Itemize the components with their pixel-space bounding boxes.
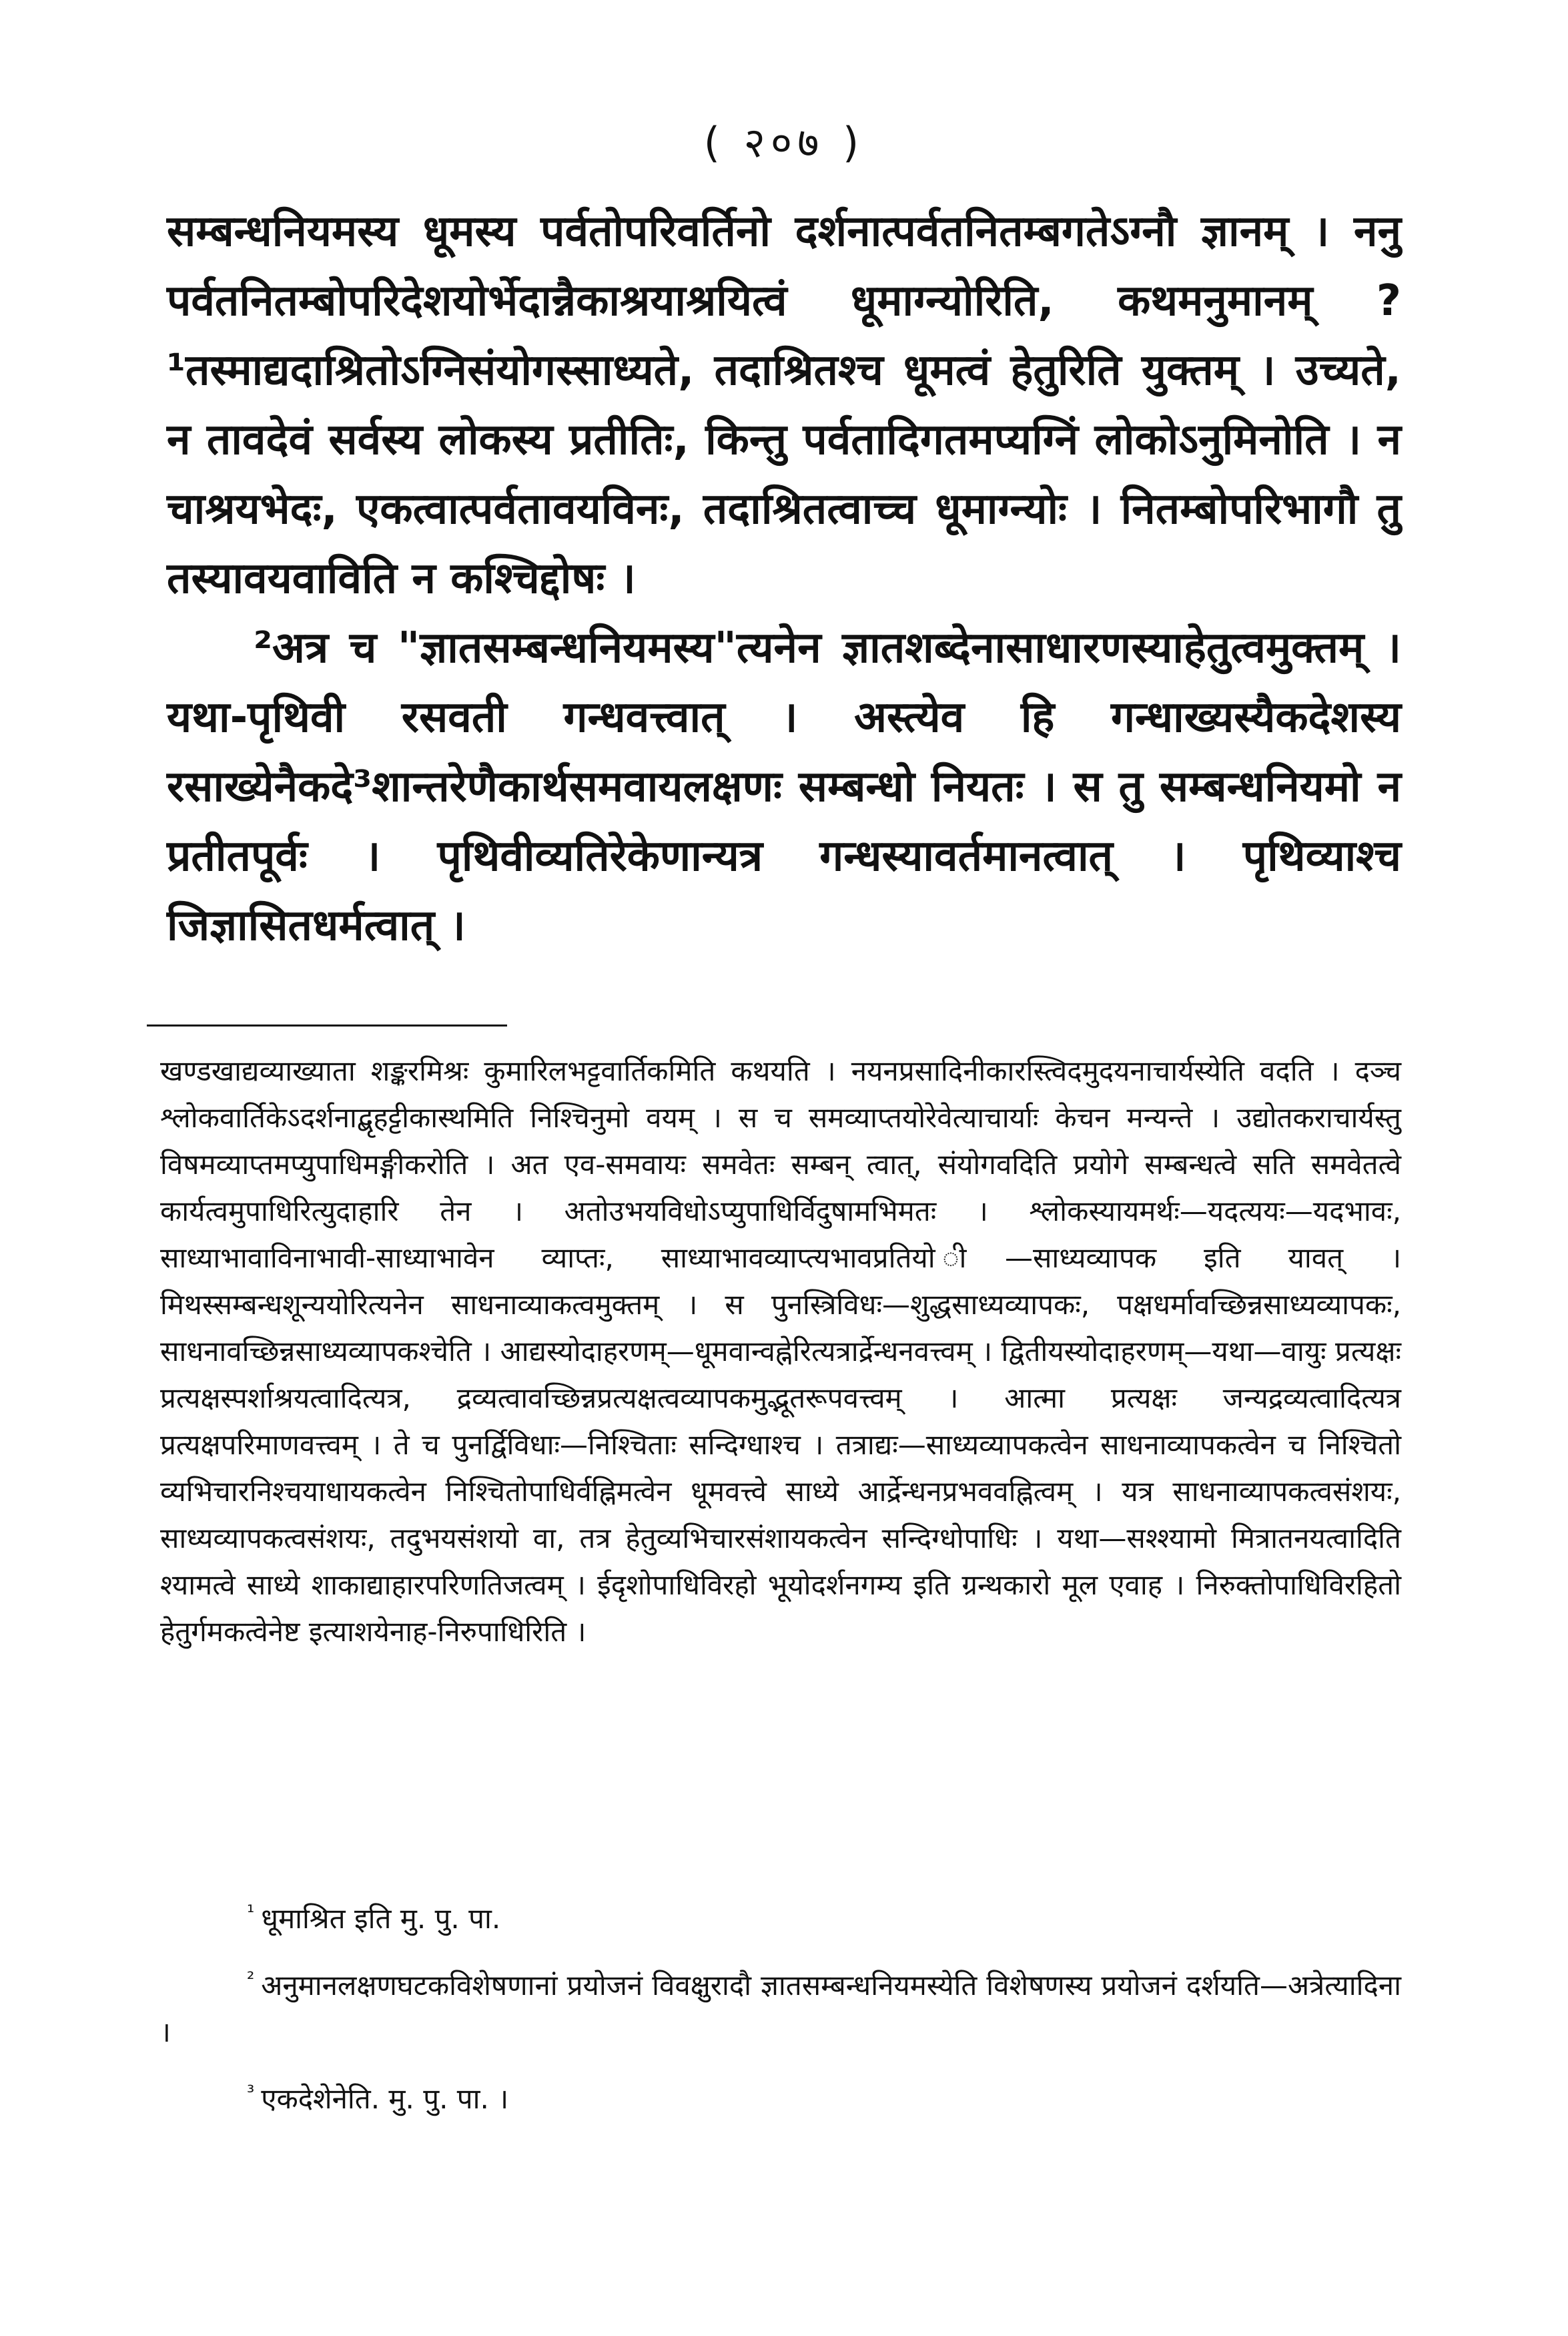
main-paragraph-1: सम्बन्धनियमस्य धूमस्य पर्वतोपरिवर्तिनो दर्शनात्पर्वतनितम्बगतेऽग्नौ ज्ञानम् । ननु पर्वतनितम्बोपरिदेशयोर्भेदान्नैकाश्रयाश्रयित्वं धूमाग्न्योरिति, कथमनुमानम् ? ¹तस्माद्यदाश्रितोऽग्निसंयोगस्साध्यते, तदाश्रितश्च धूमत्वं हेतुरिति युक्तम् । उच्यते, न तावदेवं सर्वस्य लोकस्य प्रतीतिः, किन्तु पर्वतादिगतमप्यग्निं लोकोऽनुमिनोति । न चाश्रयभेदः, एकत्वात्पर्वतावयविनः, तदाश्रितत्वाच्च धूमाग्न्योः । नितम्बोपरिभागौ तु तस्यावयवाविति न कश्चिद्दोषः । <box>167 207 1401 603</box>
main-paragraph-2: ²अत्र च "ज्ञातसम्बन्धनियमस्य"त्यनेन ज्ञातशब्देनासाधारणस्याहेतुत्वमुक्तम् । यथा-पृथिवी रसवती गन्धवत्त्वात् । अस्त्येव हि गन्धाख्यस्यैकदेशस्य रसाख्येनैकदे³शान्तरेणैकार्थसमवायलक्षणः सम्बन्धो नियतः । स तु सम्बन्धनियमो न प्रतीतपूर्वः । पृथिवीव्यतिरेकेणान्यत्र गन्धस्यावर्तमानत्वात् । पृथिव्याश्च जिज्ञासितधर्मत्वात् । <box>167 623 1401 950</box>
footnote-marker: ³ <box>247 2081 255 2103</box>
footnote-marker: ² <box>247 1968 255 1990</box>
footnotes <box>160 1889 1401 2136</box>
commentary <box>160 1048 1401 1655</box>
main-text <box>167 197 1401 960</box>
commentary-paragraph: खण्डखाद्यव्याख्याता शङ्करमिश्रः कुमारिलभट्टवार्तिकमिति कथयति । नयनप्रसादिनीकारस्त्विदमुदयनाचार्यस्येति वदति । दञ्च श्लोकवार्तिकेऽदर्शनाद्बृहट्टीकास्थमिति निश्चिनुमो वयम् । स च समव्याप्तयोरेवेत्याचार्याः केचन मन्यन्ते । उद्योतकराचार्यस्तु विषमव्याप्तमप्युपाधिमङ्गीकरोति । अत एव-समवायः समवेतः सम्बन् त्वात्, संयोगवदिति प्रयोगे सम्बन्धत्वे सति समवेतत्वे कार्यत्वमुपाधिरित्युदाहारि तेन । अतोउभयविधोऽप्युपाधिर्विदुषामभिमतः । श्लोकस्यायमर्थः—यदत्ययः—यदभावः, साध्याभावाविनाभावी-साध्याभावेन व्याप्तः, साध्याभावव्याप्त्यभावप्रतियो ी—साध्यव्यापक इति यावत् । मिथस्सम्बन्धशून्ययोरित्यनेन साधनाव्याकत्वमुक्तम् । स पुनस्त्रिविधः—शुद्धसाध्यव्यापकः, पक्षधर्मावच्छिन्नसाध्यव्यापकः, साधनावच्छिन्नसाध्यव्यापकश्चेति । आद्यस्योदाहरणम्—धूमवान्वह्नेरित्यत्रार्द्रेन्धनवत्त्वम् । द्वितीयस्योदाहरणम्—यथा—वायुः प्रत्यक्षः प्रत्यक्षस्पर्शाश्रयत्वादित्यत्र, द्रव्यत्वावच्छिन्नप्रत्यक्षत्वव्यापकमुद्भूतरूपवत्त्वम् । आत्मा प्रत्यक्षः जन्यद्रव्यत्वादित्यत्र प्रत्यक्षपरिमाणवत्त्वम् । ते च पुनर्द्विविधाः—निश्चिताः सन्दिग्धाश्च । तत्राद्यः—साध्यव्यापकत्वेन साधनाव्यापकत्वेन च निश्चितो व्यभिचारनिश्चयाधायकत्वेन निश्चितोपाधिर्वह्निमत्वेन धूमवत्त्वे साध्ये आर्द्रेन्धनप्रभववह्नित्वम् । यत्र साधनाव्यापकत्वसंशयः, साध्यव्यापकत्वसंशयः, तदुभयसंशयो वा, तत्र हेतुव्यभिचारसंशायकत्वेन सन्दिग्धोपाधिः । यथा—सश्श्यामो मित्रातनयत्वादिति श्यामत्वे साध्ये शाकाद्याहारपरिणतिजत्वम् । ईदृशोपाधिविरहो भूयोदर्शनगम्य इति ग्रन्थकारो मूल एवाह । निरुक्तोपाधिविरहितो हेतुर्गमकत्वेनेष्ट इत्याशयेनाह-निरुपाधिरिति । <box>160 1055 1402 1648</box>
footnote-3 <box>160 2069 1401 2122</box>
footnote-text: धूमाश्रित इति मु. पु. पा. <box>261 1902 501 1935</box>
footnote-2 <box>160 1956 1401 2056</box>
page-number: ( २०७ ) <box>703 118 865 167</box>
footnote-text: एकदेशेनेति. मु. पु. पा. । <box>261 2082 509 2115</box>
footnote-text: अनुमानलक्षणघटकविशेषणानां प्रयोजनं विवक्षुरादौ ज्ञातसम्बन्धनियमस्येति विशेषणस्य प्रयोजनं दर्शयति—अत्रेत्यादिना । <box>160 1969 1401 2048</box>
footnote-divider <box>147 1025 507 1027</box>
footnote-1 <box>160 1889 1401 1942</box>
footnote-marker: ¹ <box>247 1901 255 1923</box>
